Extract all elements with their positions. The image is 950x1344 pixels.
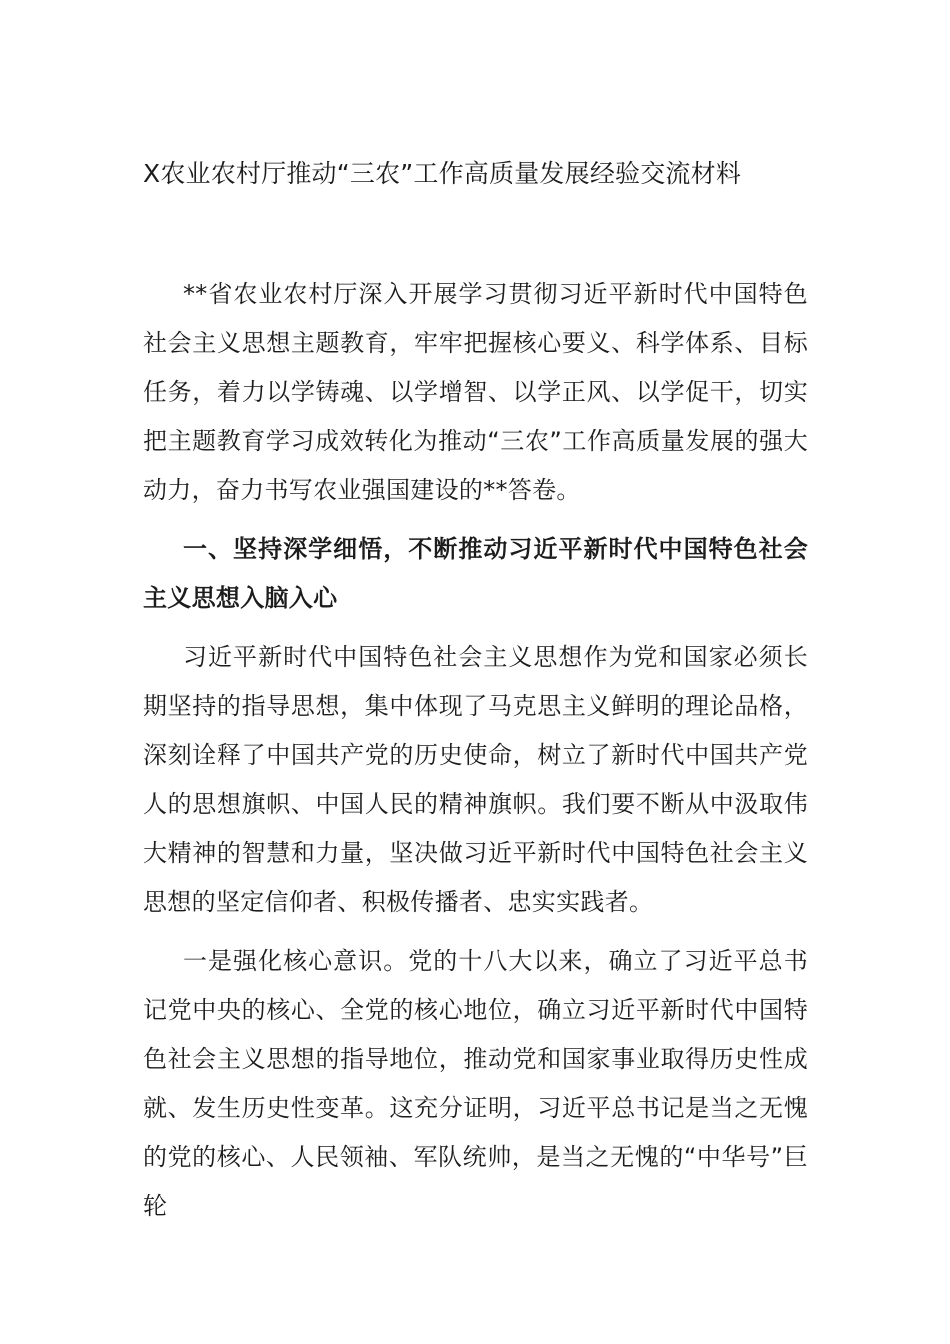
section-1-point-1-paragraph: 一是强化核心意识。党的十八大以来，确立了习近平总书记党中央的核心、全党的核心地位，确立习近平新时代中国特色社会主义思想的指导地位，推动党和国家事业取得历史性成就、发生历史性变革。这充分证明，习近平总书记是当之无愧的党的核心、人民领袖、军队统帅，是当之无愧的“中华号”巨轮	[143, 947, 808, 1220]
section-heading-1: 一、坚持深学细悟，不断推动习近平新时代中国特色社会主义思想入脑入心	[143, 535, 808, 612]
section-1-paragraph: 习近平新时代中国特色社会主义思想作为党和国家必须长期坚持的指导思想，集中体现了马克思主义鲜明的理论品格，深刻诠释了中国共产党的历史使命，树立了新时代中国共产党人的思想旗帜、中国人民的精神旗帜。我们要不断从中汲取伟大精神的智慧和力量，坚决做习近平新时代中国特色社会主义思想的坚定信仰者、积极传播者、忠实实践者。	[143, 643, 808, 916]
document-body	[143, 270, 808, 1241]
document-title: X农业农村厅推动“三农”工作高质量发展经验交流材料	[143, 159, 742, 188]
intro-paragraph: **省农业农村厅深入开展学习贯彻习近平新时代中国特色社会主义思想主题教育，牢牢把握核心要义、科学体系、目标任务，着力以学铸魂、以学增智、以学正风、以学促干，切实把主题教育学习成效转化为推动“三农”工作高质量发展的强大动力，奋力书写农业强国建设的**答卷。	[143, 280, 808, 504]
